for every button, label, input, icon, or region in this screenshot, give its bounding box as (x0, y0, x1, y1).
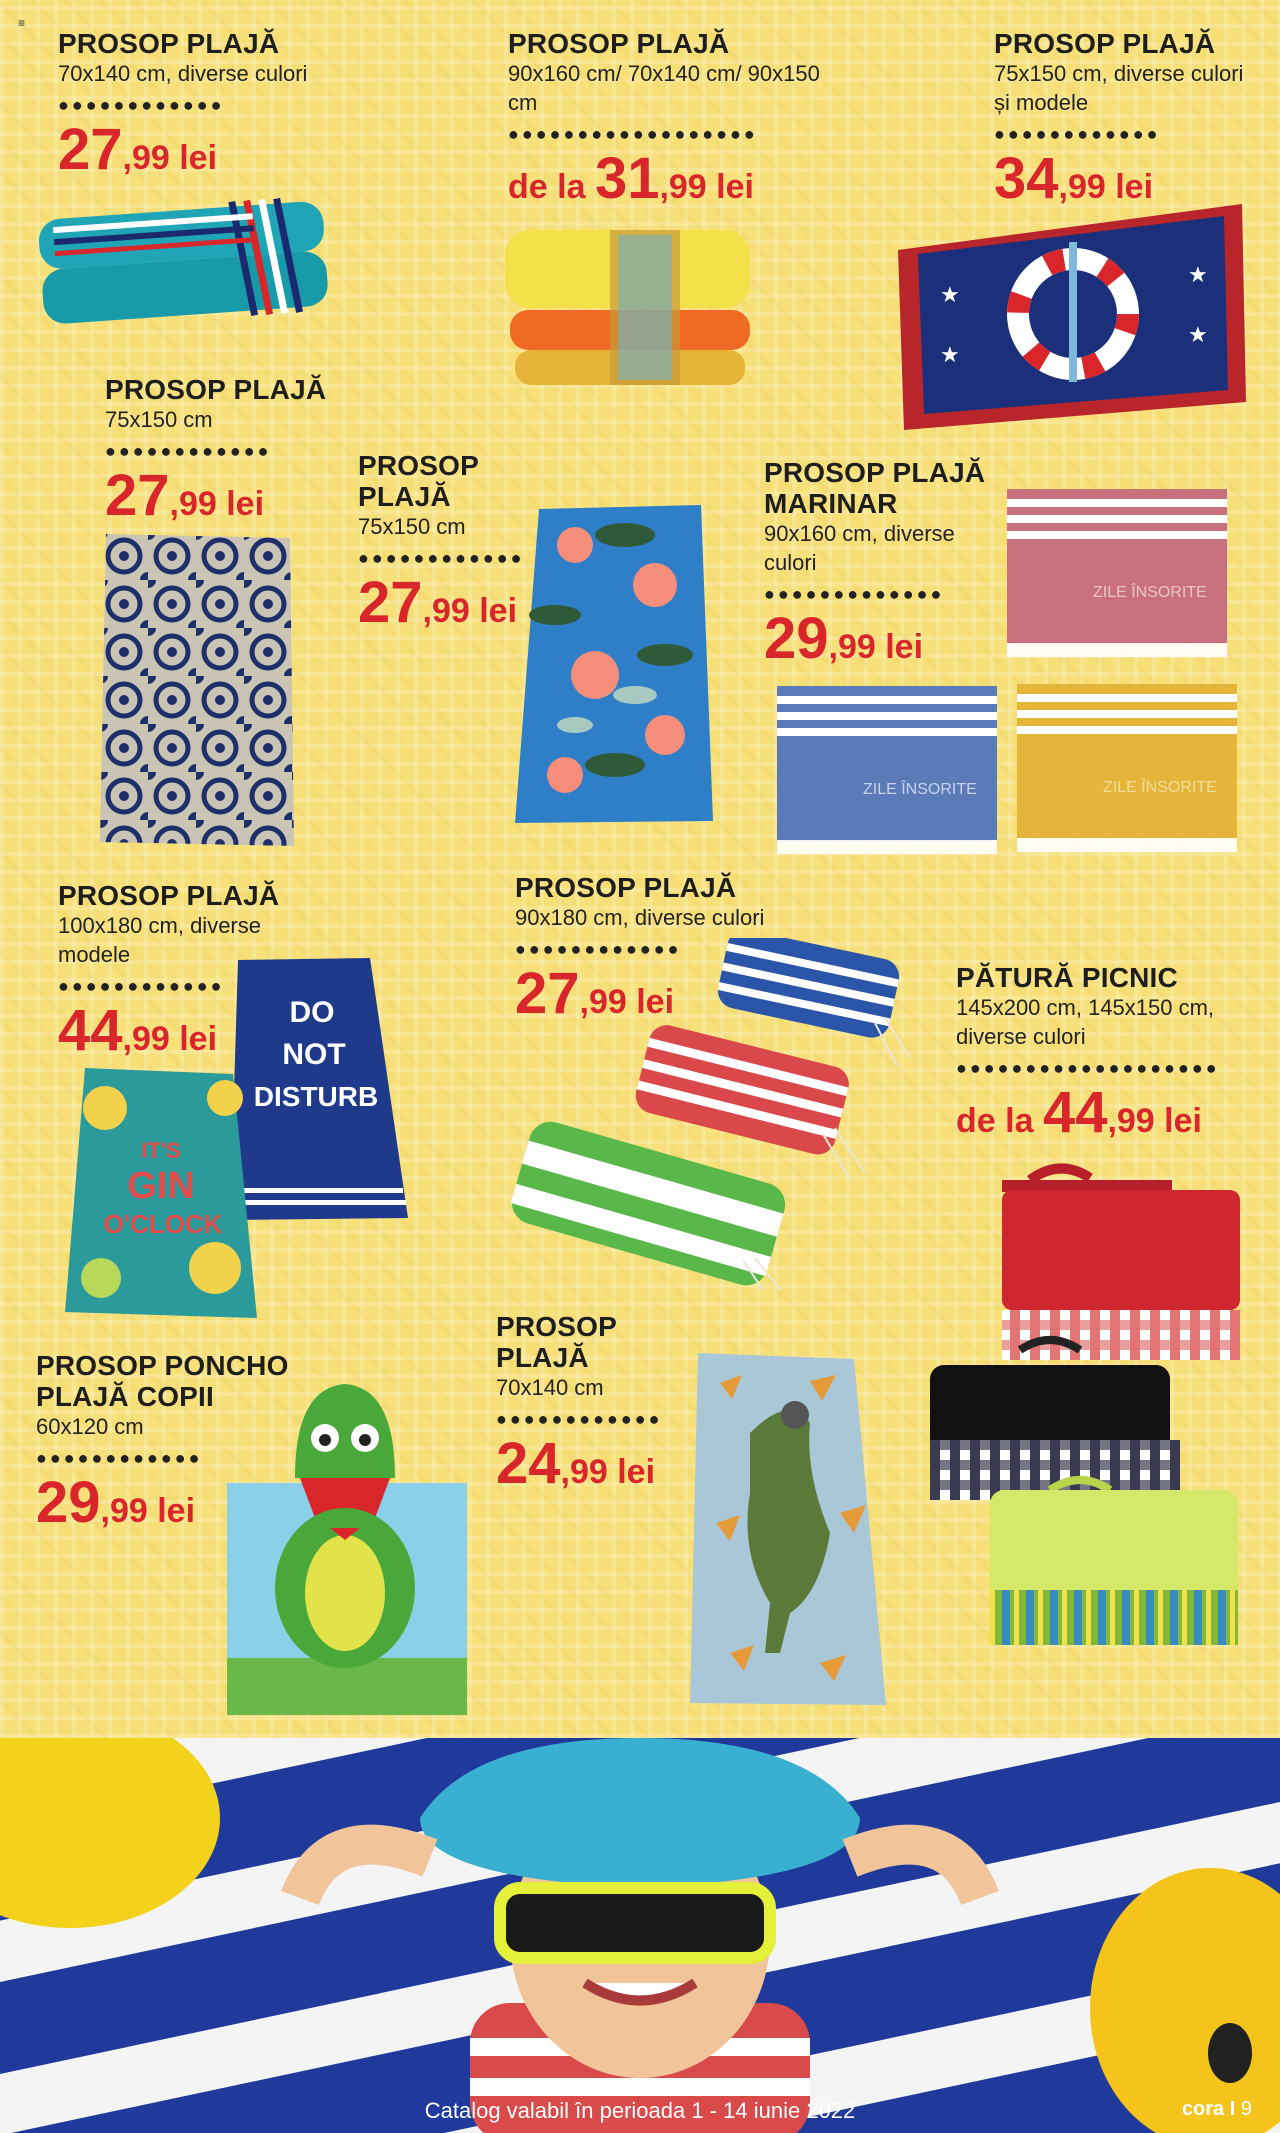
beach-kid-photo (0, 1738, 1280, 2133)
product-price: 27,99 lei (358, 570, 518, 635)
catalog-validity: Catalog valabil în perioada 1 - 14 iunie 2022 (424, 2098, 856, 2123)
dot-divider: ●●●●●●●●●●●●●●●●●● (508, 124, 758, 144)
floral-tropical-towel-image (515, 505, 715, 825)
product-towel-3 (994, 28, 1264, 226)
product-title: PROSOP PLAJĂ (994, 28, 1216, 59)
product-towel-2 (508, 28, 838, 226)
dinosaur-pizza-towel-image (690, 1353, 890, 1708)
product-desc: 75x150 cm (105, 407, 213, 432)
svg-text:★: ★ (940, 342, 960, 367)
product-price: de la 44,99 lei (956, 1080, 1202, 1145)
towel-print-text: DO (289, 996, 335, 1029)
svg-text:★: ★ (940, 282, 960, 307)
crocodile-poncho-image (225, 1378, 470, 1718)
product-price: 27,99 lei (105, 463, 265, 528)
towel-print-text: ZILE ÎNSORITE (1093, 584, 1207, 601)
product-towel-1 (58, 28, 388, 197)
product-towel-marinar (764, 457, 1004, 686)
marinar-towel-pink-image (1005, 485, 1230, 665)
dot-divider: ●●●●●●●●●●●● (105, 441, 272, 461)
product-towel-4 (105, 374, 365, 543)
towel-print-text: ZILE ÎNSORITE (1103, 779, 1217, 796)
product-title: PROSOP PLAJĂ (508, 28, 730, 59)
product-desc: 90x180 cm, diverse culori (515, 905, 765, 930)
towel-print-text: O'CLOCK (103, 1209, 223, 1239)
folded-towels-stack-image (500, 225, 760, 390)
towel-print-text: ZILE ÎNSORITE (863, 781, 977, 798)
towel-print-text: GIN (127, 1165, 195, 1207)
marinar-towel-yellow-image (1015, 680, 1240, 860)
product-title: PROSOP PLAJĂ MARINAR (764, 457, 986, 519)
menu-icon[interactable]: ≡ (18, 16, 26, 30)
product-title: PĂTURĂ PICNIC (956, 962, 1178, 993)
product-desc: 75x150 cm (358, 514, 466, 539)
footer-brand (1182, 2098, 1252, 2121)
nautical-anchor-towel-image (898, 202, 1246, 432)
product-price: de la 31,99 lei (508, 146, 754, 211)
product-title: PROSOP PLAJĂ (58, 880, 280, 911)
brand-name: cora (1181, 2098, 1225, 2120)
product-desc: 90x160 cm/ 70x140 cm/ 90x150 cm (508, 61, 820, 115)
dot-divider: ●●●●●●●●●●●● (496, 1409, 663, 1429)
product-title: PROSOP PLAJĂ (358, 450, 479, 512)
product-title: PROSOP PLAJĂ (58, 28, 280, 59)
picnic-blankets-image (930, 1160, 1250, 1700)
product-desc: 100x180 cm, diverse modele (58, 913, 261, 967)
fringed-towels-stack-image (505, 938, 925, 1293)
product-desc: 70x140 cm (496, 1375, 604, 1400)
dot-divider: ●●●●●●●●●●●● (358, 548, 525, 568)
dot-divider: ●●●●●●●●●●●● (36, 1448, 203, 1468)
mandala-towel-image (100, 532, 296, 850)
product-towel-10 (496, 1311, 716, 1511)
product-price: 27,99 lei (58, 117, 218, 182)
dot-divider: ●●●●●●●●●●●●●●●●●●● (956, 1058, 1220, 1078)
towel-print-text: IT'S (141, 1138, 181, 1163)
page-number: 9 (1240, 2098, 1252, 2120)
gin-oclock-towel-image (65, 1068, 260, 1318)
striped-towel-stack-image (36, 190, 336, 340)
product-desc: 60x120 cm (36, 1414, 144, 1439)
product-price: 44,99 lei (58, 998, 218, 1063)
dot-divider: ●●●●●●●●●●●● (515, 939, 682, 959)
marinar-towel-blue-image (775, 682, 1000, 862)
product-picnic-blanket (956, 962, 1266, 1160)
svg-text:★: ★ (1188, 262, 1208, 287)
product-title: PROSOP PLAJĂ (496, 1311, 617, 1373)
product-price: 29,99 lei (36, 1470, 196, 1535)
product-title: PROSOP PONCHO PLAJĂ COPII (36, 1350, 289, 1412)
product-desc: 70x140 cm, diverse culori (58, 61, 308, 86)
product-price: 24,99 lei (496, 1431, 656, 1496)
svg-text:★: ★ (1188, 322, 1208, 347)
separator: I (1229, 2098, 1236, 2120)
towel-print-text: NOT (282, 1038, 346, 1071)
product-price: 27,99 lei (515, 961, 675, 1026)
dot-divider: ●●●●●●●●●●●●● (764, 584, 945, 604)
dot-divider: ●●●●●●●●●●●● (58, 95, 225, 115)
product-price: 29,99 lei (764, 606, 924, 671)
product-desc: 90x160 cm, diverse culori (764, 521, 955, 575)
product-desc: 145x200 cm, 145x150 cm, diverse culori (956, 995, 1215, 1049)
towel-print-text: DISTURB (253, 1081, 379, 1112)
dot-divider: ●●●●●●●●●●●● (994, 124, 1161, 144)
product-title: PROSOP PLAJĂ (515, 872, 737, 903)
product-title: PROSOP PLAJĂ (105, 374, 327, 405)
dot-divider: ●●●●●●●●●●●● (58, 976, 225, 996)
product-price: 34,99 lei (994, 146, 1154, 211)
product-desc: 75x150 cm, diverse culori și modele (994, 61, 1244, 115)
